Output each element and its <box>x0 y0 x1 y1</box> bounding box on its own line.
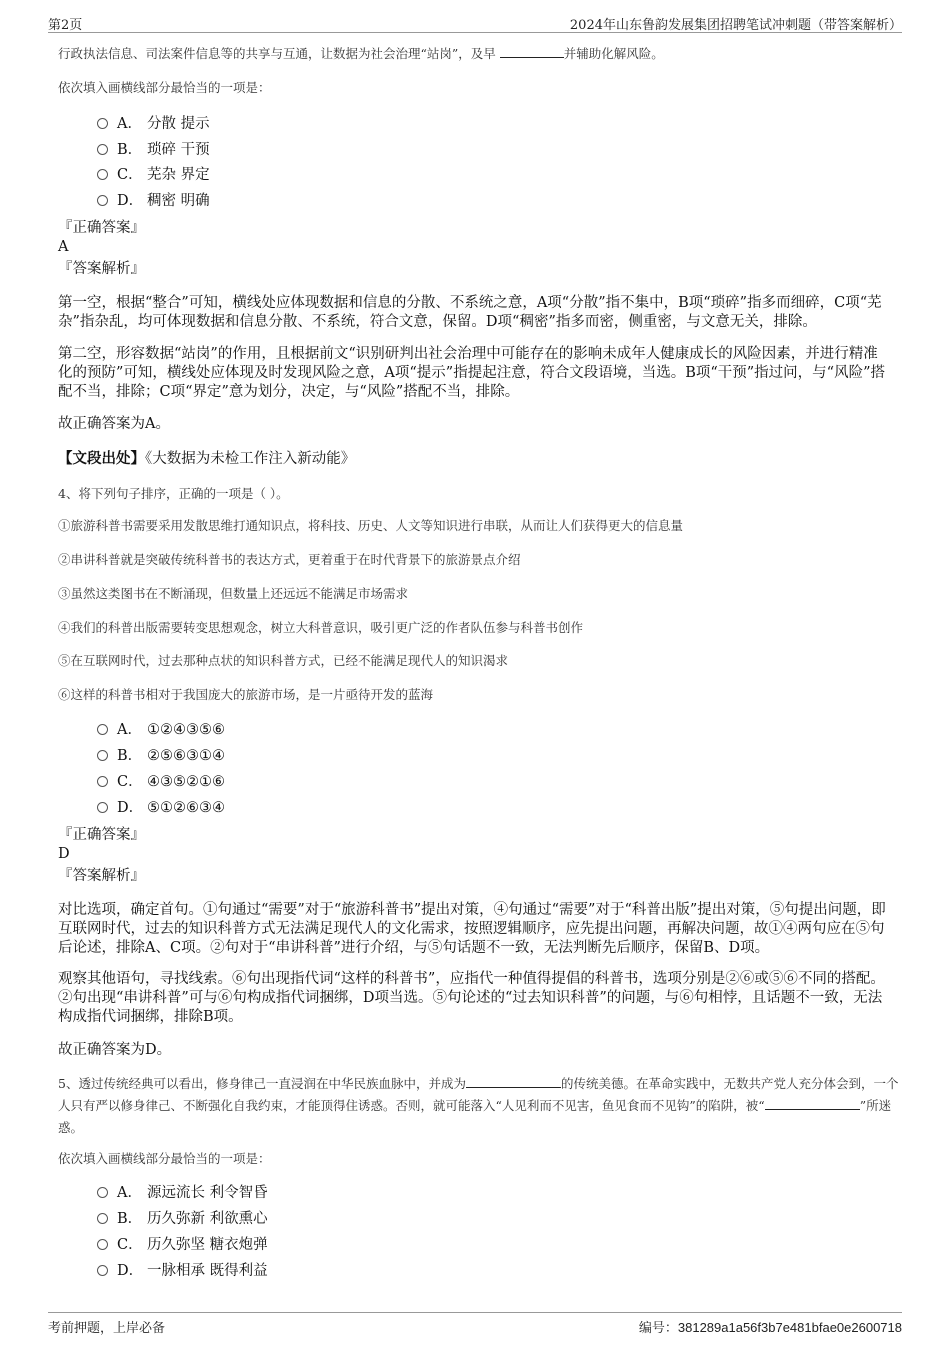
q4-analysis-heading: 『答案解析』 <box>58 868 145 884</box>
radio-icon[interactable] <box>97 144 108 155</box>
radio-icon[interactable] <box>97 724 108 735</box>
q4-sentence-5: ⑤在互联网时代，过去那种点状的知识科普方式，已经不能满足现代人的知识渴求 <box>58 653 509 668</box>
footer-slogan: 考前押题，上岸必备 <box>48 1321 166 1336</box>
q5-option-c[interactable]: C． 历久弥坚 糖衣炮弹 <box>97 1234 268 1256</box>
q5-prompt: 依次填入画横线部分最恰当的一项是： <box>58 1151 271 1166</box>
q3-source: 【文段出处】《大数据为未检工作注入新动能》 <box>58 450 356 467</box>
q4-stem: 4、将下列句子排序，正确的一项是（ ）。 <box>58 486 289 501</box>
q4-option-a[interactable]: A． ①②④③⑤⑥ <box>97 719 225 741</box>
q5-option-a[interactable]: A． 源远流长 利令智昏 <box>97 1182 268 1204</box>
fill-blank <box>500 43 564 58</box>
q4-sentence-1: ①旅游科普书需要采用发散思维打通知识点，将科技、历史、人文等知识进行串联，从而让人们获得更大的信息量 <box>58 518 684 533</box>
radio-icon[interactable] <box>97 750 108 761</box>
radio-icon[interactable] <box>97 1187 108 1198</box>
radio-icon[interactable] <box>97 1265 108 1276</box>
q3-option-c[interactable]: C． 芜杂 界定 <box>97 164 210 186</box>
q5-option-d[interactable]: D． 一脉相承 既得利益 <box>97 1260 268 1282</box>
q3-analysis-p2: 第二空，形容数据“站岗”的作用，且根据前文“识别研判出社会治理中可能存在的影响未成年人健康成长的风险因素，并进行精准化的预防”可知，横线处应体现及时发现风险之意，A项“提示”指提起注意，符合文段语境，当选。B项“干预”指过问，与“风险”搭配不当，排除；C项“界定”意为划分，决定，与“风险”搭配不当，排除。 <box>58 346 886 400</box>
q4-answer: D <box>58 846 70 862</box>
q3-option-d[interactable]: D． 稠密 明确 <box>97 190 210 212</box>
q4-option-d[interactable]: D． ⑤①②⑥③④ <box>97 797 225 819</box>
page-number: 第2页 <box>48 18 83 33</box>
page-header <box>48 12 902 33</box>
fill-blank <box>466 1073 561 1088</box>
q4-analysis-p2: 观察其他语句，寻找线索。⑥句出现指代词“这样的科普书”，应指代一种值得提倡的科普书，选项分别是②⑥或⑤⑥不同的搭配。②句出现“串讲科普”可与⑥句构成指代词捆绑，D项当选。⑤句论述的“过去知识科普”的问题，与⑥句相悖，且话题不一致，无法构成指代词捆绑，排除B项。 <box>58 971 885 1025</box>
page-footer <box>48 1312 902 1337</box>
q3-option-a[interactable]: A． 分散 提示 <box>97 113 210 135</box>
radio-icon[interactable] <box>97 195 108 206</box>
q3-analysis-heading: 『答案解析』 <box>58 261 145 277</box>
q3-analysis-p1: 第一空，根据“整合”可知，横线处应体现数据和信息的分散、不系统之意，A项“分散”指不集中，B项“琐碎”指多而细碎，C项“芜杂”指杂乱，均可体现数据和信息分散、不系统，符合文意，保留。D项“稠密”指多而密，侧重密，与文意无关，排除。 <box>58 295 882 330</box>
q4-analysis-p1: 对比选项，确定首句。①句通过“需要”对于“旅游科普书”提出对策，④句通过“需要”对于“科普出版”提出对策，⑤句提出问题，即互联网时代，过去的知识科普方式无法满足现代人的文化需求，按照逻辑顺序，应先提出问题，再解决问题，故①④两句应在⑤句后论述，排除A、C项。②句对于“串讲科普”进行介绍，与⑤句话题不一致，无法判断先后顺序，保留B、D项。 <box>58 902 886 956</box>
q5-stem: 5、透过传统经典可以看出，修身律己一直浸润在中华民族血脉中，并成为 的传统美德。在革命实践中，无数共产党人充分体会到，一个人只有严以修身律己、不断强化自我约束，才能顶得住诱惑。否则，就可能落入“人见利而不见害，鱼见食而不见钩”的陷阱，被“ ”所迷惑。 <box>58 1073 908 1139</box>
q3-prompt: 依次填入画横线部分最恰当的一项是： <box>58 80 271 95</box>
radio-icon[interactable] <box>97 1239 108 1250</box>
document-code: 编号：381289a1a56f3b7e481bfae0e2600718 <box>638 1320 902 1336</box>
document-title: 2024年山东鲁韵发展集团招聘笔试冲刺题（带答案解析） <box>569 18 902 33</box>
q4-sentence-4: ④我们的科普出版需要转变思想观念，树立大科普意识，吸引更广泛的作者队伍参与科普书创作 <box>58 620 584 635</box>
q4-analysis-p3: 故正确答案为D。 <box>58 1042 172 1058</box>
radio-icon[interactable] <box>97 169 108 180</box>
q3-answer: A <box>58 239 69 255</box>
radio-icon[interactable] <box>97 776 108 787</box>
q3-answer-heading: 『正确答案』 <box>58 220 145 236</box>
q3-option-b[interactable]: B． 琐碎 干预 <box>97 139 210 161</box>
radio-icon[interactable] <box>97 1213 108 1224</box>
q4-sentence-6: ⑥这样的科普书相对于我国庞大的旅游市场，是一片亟待开发的蓝海 <box>58 687 434 702</box>
q4-option-b[interactable]: B． ②⑤⑥③①④ <box>97 745 225 767</box>
q3-analysis-p3: 故正确答案为A。 <box>58 416 170 432</box>
fill-blank <box>765 1095 860 1110</box>
q5-option-b[interactable]: B． 历久弥新 利欲熏心 <box>97 1208 268 1230</box>
q4-sentence-3: ③虽然这类图书在不断涌现，但数量上还远远不能满足市场需求 <box>58 586 409 601</box>
radio-icon[interactable] <box>97 802 108 813</box>
q4-sentence-2: ②串讲科普就是突破传统科普书的表达方式，更着重于在时代背景下的旅游景点介绍 <box>58 552 521 567</box>
q4-option-c[interactable]: C． ④③⑤②①⑥ <box>97 771 225 793</box>
q3-stem: 行政执法信息、司法案件信息等的共享与互通，让数据为社会治理“站岗”，及早 并辅助化解风险。 <box>58 43 908 65</box>
q4-answer-heading: 『正确答案』 <box>58 827 145 843</box>
radio-icon[interactable] <box>97 118 108 129</box>
